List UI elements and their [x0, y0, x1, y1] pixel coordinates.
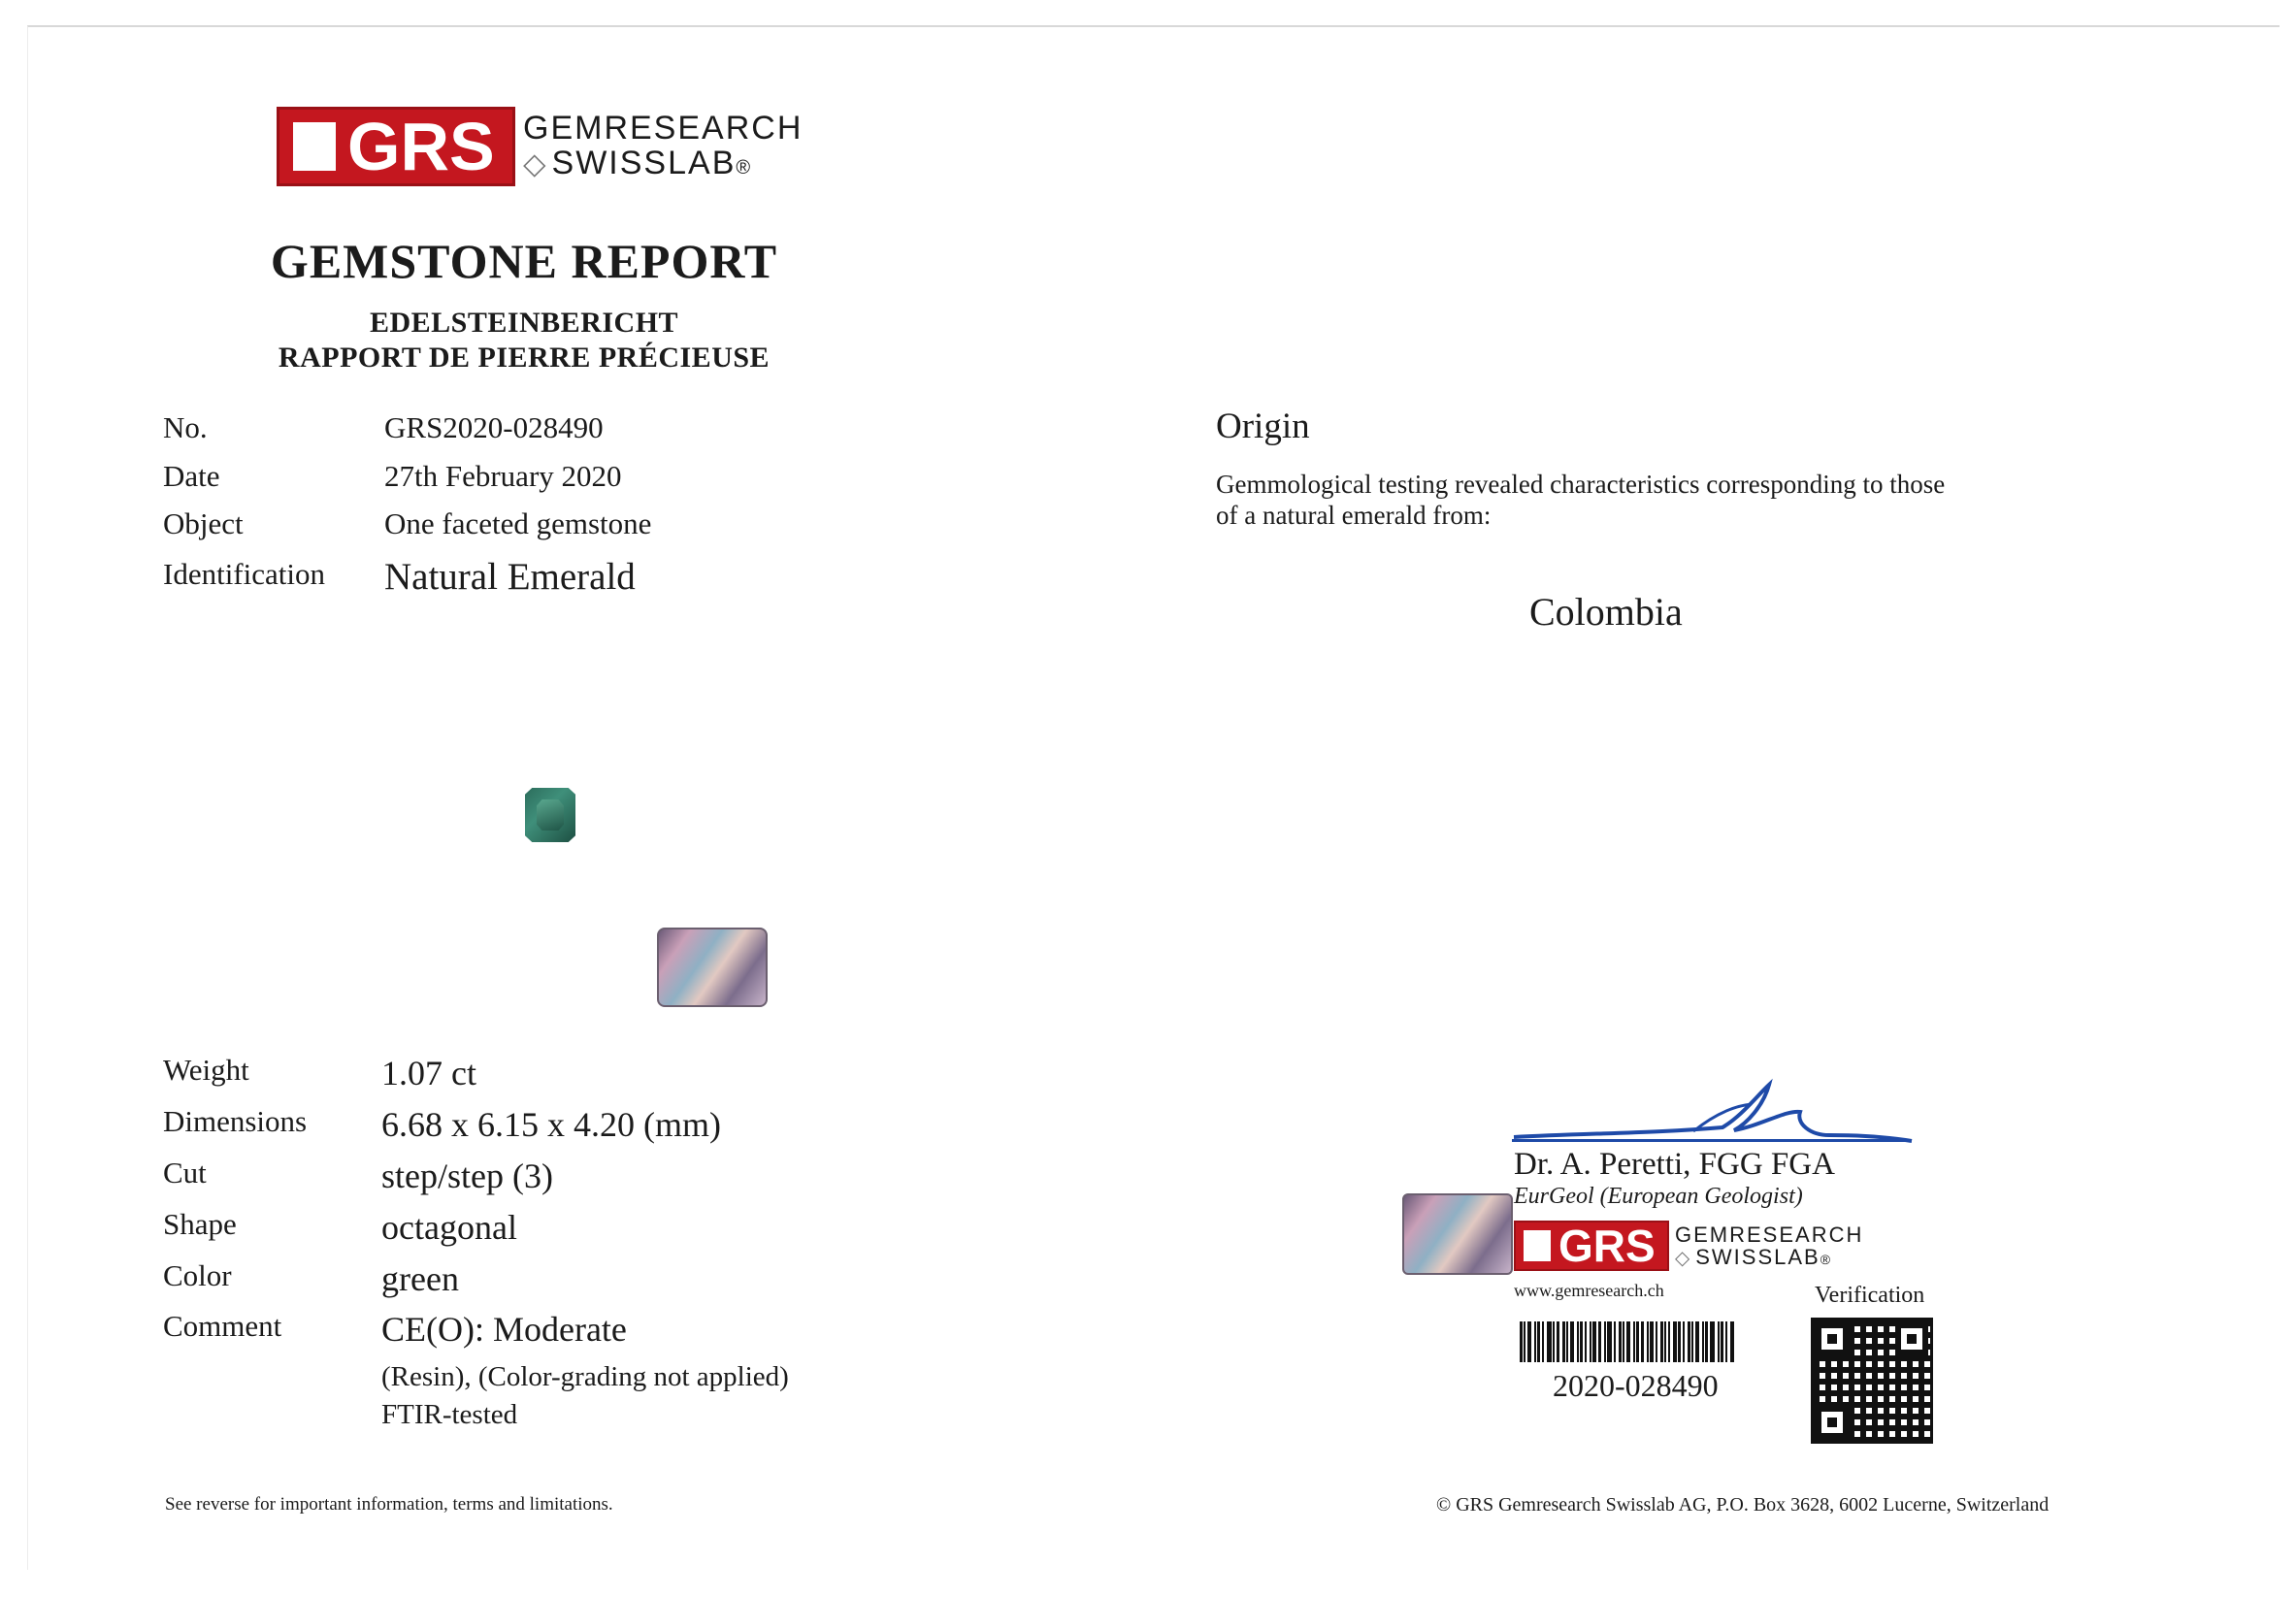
registered-mark: ®	[736, 157, 753, 179]
barcode-bar	[1702, 1321, 1704, 1362]
barcode-bar	[1673, 1321, 1677, 1362]
field-label-no: No.	[163, 410, 208, 444]
prop-value-cut: step/step (3)	[381, 1157, 553, 1195]
registered-mark-small: ®	[1820, 1251, 1833, 1267]
barcode-bar	[1664, 1321, 1666, 1362]
grs-logo-text	[523, 112, 803, 180]
grs-logo-box	[277, 107, 515, 186]
prop-label-cut: Cut	[163, 1156, 207, 1190]
seal-hologram	[1402, 1193, 1513, 1275]
hologram-sticker	[657, 928, 768, 1007]
barcode-bar	[1636, 1321, 1639, 1362]
barcode-bar	[1710, 1321, 1715, 1362]
barcode-bar	[1688, 1321, 1690, 1362]
barcode-bar	[1691, 1321, 1693, 1362]
barcode-bar	[1557, 1321, 1559, 1362]
qr-code[interactable]	[1811, 1318, 1933, 1444]
barcode-bar	[1562, 1321, 1565, 1362]
barcode-bar	[1623, 1321, 1624, 1362]
barcode-bar	[1683, 1321, 1685, 1362]
barcode-bar	[1577, 1321, 1579, 1362]
origin-text-line2: of a natural emerald from:	[1216, 501, 1492, 530]
origin-heading: Origin	[1216, 407, 1310, 446]
prop-label-shape: Shape	[163, 1207, 237, 1241]
qr-finder-tr	[1895, 1322, 1928, 1355]
field-value-identification: Natural Emerald	[384, 556, 636, 598]
barcode-bar	[1668, 1321, 1670, 1362]
field-value-date: 27th February 2020	[384, 459, 622, 493]
report-subtitle-fr: RAPPORT DE PIERRE PRÉCIEUSE	[278, 342, 771, 374]
barcode-bar	[1619, 1321, 1622, 1362]
grs-logo	[277, 107, 803, 186]
signatory-name: Dr. A. Peretti, FGG FGA	[1514, 1147, 1835, 1182]
barcode-bar	[1718, 1321, 1720, 1362]
barcode-bar	[1585, 1321, 1587, 1362]
prop-value-weight: 1.07 ct	[381, 1054, 476, 1092]
barcode-bar	[1721, 1321, 1723, 1362]
prop-label-weight: Weight	[163, 1053, 249, 1087]
signatory-title: EurGeol (European Geologist)	[1514, 1184, 1803, 1209]
barcode-bar	[1614, 1321, 1616, 1362]
barcode-bar	[1537, 1321, 1540, 1362]
field-label-identification: Identification	[163, 557, 325, 591]
barcode-bar	[1695, 1321, 1699, 1362]
comment-note-1: (Resin), (Color-grading not applied)	[381, 1361, 789, 1392]
field-label-date: Date	[163, 459, 220, 493]
barcode-bar	[1656, 1321, 1657, 1362]
footer-right: © GRS Gemresearch Swisslab AG, P.O. Box 3628, 6002 Lucerne, Switzerland	[1436, 1494, 2050, 1516]
barcode-bar	[1590, 1321, 1591, 1362]
grs-logo-line2: SWISSLAB	[551, 145, 737, 181]
barcode-bar	[1524, 1321, 1525, 1362]
grs-logo-small-line2-row	[1675, 1246, 1863, 1269]
barcode-bar	[1527, 1321, 1531, 1362]
grs-logo-abbr: GRS	[347, 109, 495, 184]
barcode-bar	[1592, 1321, 1596, 1362]
barcode-bar	[1598, 1321, 1601, 1362]
barcode-bar	[1534, 1321, 1536, 1362]
swiss-cross-icon	[293, 122, 336, 171]
field-value-object: One faceted gemstone	[384, 506, 652, 540]
prop-label-comment: Comment	[163, 1309, 282, 1343]
footer-left: See reverse for important information, terms and limitations.	[165, 1494, 613, 1515]
barcode-bar	[1547, 1321, 1552, 1362]
grs-logo-small-box	[1514, 1221, 1669, 1271]
barcode-bar	[1633, 1321, 1635, 1362]
barcode-bar	[1607, 1321, 1612, 1362]
grs-logo-small-text	[1675, 1223, 1863, 1269]
barcode-bar	[1650, 1321, 1654, 1362]
grs-logo-small-abbr: GRS	[1558, 1221, 1656, 1271]
barcode-bar	[1566, 1321, 1568, 1362]
qr-finder-tl	[1816, 1322, 1849, 1355]
grs-logo-line2-row	[523, 147, 803, 181]
prop-value-comment: CE(O): Moderate	[381, 1310, 627, 1349]
report-subtitle-de: EDELSTEINBERICHT	[369, 307, 679, 339]
barcode-bar	[1641, 1321, 1644, 1362]
barcode-number: 2020-028490	[1553, 1368, 1719, 1403]
prop-value-color: green	[381, 1259, 459, 1298]
grs-logo-line1: GEMRESEARCH	[523, 110, 804, 147]
grs-logo-small-line1: GEMRESEARCH	[1675, 1222, 1864, 1247]
gemstone-photo	[525, 788, 575, 842]
signature-line	[1512, 1139, 1910, 1142]
barcode-bar	[1626, 1321, 1630, 1362]
barcode-bar	[1570, 1321, 1574, 1362]
field-label-object: Object	[163, 506, 244, 540]
barcode-bar	[1730, 1321, 1734, 1362]
barcode	[1520, 1321, 1735, 1362]
barcode-bar	[1705, 1321, 1708, 1362]
prop-value-dimensions: 6.68 x 6.15 x 4.20 (mm)	[381, 1105, 721, 1144]
verification-label: Verification	[1815, 1283, 1925, 1308]
origin-text-line1: Gemmological testing revealed characteristics corresponding to those	[1216, 470, 1946, 499]
barcode-bar	[1580, 1321, 1583, 1362]
diamond-icon-small: ◇	[1675, 1247, 1692, 1269]
prop-label-color: Color	[163, 1258, 232, 1292]
signature	[1509, 1077, 1917, 1145]
origin-country: Colombia	[1529, 590, 1683, 634]
swiss-cross-icon-small	[1524, 1230, 1551, 1261]
diamond-icon: ◇	[523, 147, 548, 180]
gemstone-facet	[537, 799, 564, 831]
barcode-bar	[1660, 1321, 1663, 1362]
prop-value-shape: octagonal	[381, 1208, 517, 1247]
barcode-bar	[1553, 1321, 1555, 1362]
report-title: GEMSTONE REPORT	[270, 234, 778, 288]
field-value-no: GRS2020-028490	[384, 410, 604, 444]
website[interactable]: www.gemresearch.ch	[1514, 1281, 1664, 1300]
grs-logo-small	[1514, 1221, 1863, 1271]
barcode-bar	[1520, 1321, 1523, 1362]
grs-logo-small-line2: SWISSLAB	[1695, 1244, 1820, 1269]
barcode-bar	[1678, 1321, 1681, 1362]
barcode-bar	[1604, 1321, 1606, 1362]
barcode-bar	[1647, 1321, 1649, 1362]
barcode-bar	[1725, 1321, 1727, 1362]
prop-label-dimensions: Dimensions	[163, 1104, 308, 1138]
barcode-bar	[1542, 1321, 1544, 1362]
comment-note-2: FTIR-tested	[381, 1399, 518, 1430]
qr-finder-bl	[1816, 1406, 1849, 1439]
